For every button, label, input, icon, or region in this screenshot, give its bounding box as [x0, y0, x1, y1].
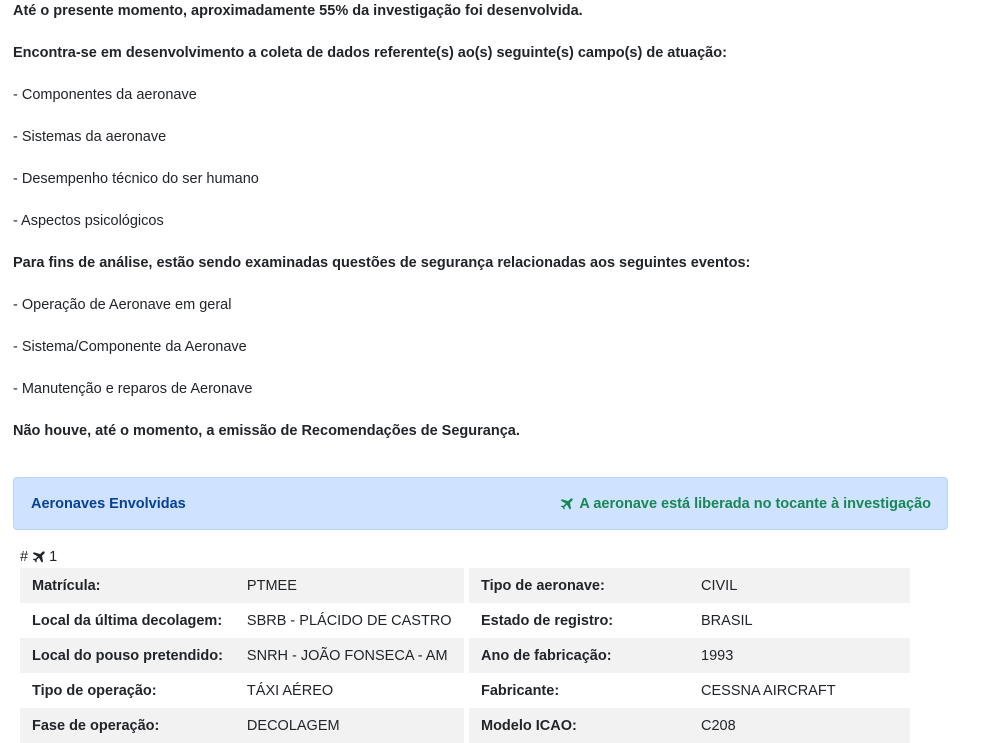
value: PTMEE — [235, 568, 464, 603]
value: CIVIL — [689, 568, 910, 603]
list-item: - Sistemas da aeronave — [13, 129, 167, 145]
table-row — [20, 603, 464, 638]
label: Matrícula: — [20, 568, 235, 603]
list-item: - Sistema/Componente da Aeronave — [13, 339, 247, 355]
label: Local da última decolagem: — [32, 612, 223, 629]
value: 1993 — [689, 638, 910, 673]
table-row — [469, 603, 910, 638]
value: CESSNA AIRCRAFT — [701, 682, 836, 699]
list-item: - Desempenho técnico do ser humano — [13, 171, 259, 187]
table-row — [20, 708, 464, 743]
label: Ano de fabricação: — [469, 638, 689, 673]
label: Tipo de aeronave: — [469, 568, 689, 603]
table-row — [469, 708, 910, 743]
table-row — [469, 673, 910, 708]
label: Tipo de operação: — [32, 682, 157, 699]
list-item: - Manutenção e reparos de Aeronave — [13, 381, 253, 397]
value: SBRB - PLÁCIDO DE CASTRO — [246, 612, 452, 629]
value: TÁXI AÉREO — [246, 682, 334, 699]
plane-icon — [32, 551, 45, 564]
table-row — [469, 568, 910, 603]
value: SNRH - JOÃO FONSECA - AM — [235, 638, 464, 673]
data-collection-heading: Encontra-se em desenvolvimento a coleta de dados referente(s) ao(s) seguinte(s) campo(s) de atuação: — [13, 45, 727, 61]
list-item: - Aspectos psicológicos — [13, 213, 164, 229]
value: DECOLAGEM — [235, 708, 464, 743]
label: Fase de operação: — [20, 708, 235, 743]
label: Estado de registro: — [481, 612, 614, 629]
table-row — [20, 638, 464, 673]
label: Fabricante: — [481, 682, 560, 699]
recommendations-text: Não houve, até o momento, a emissão de Recomendações de Segurança. — [13, 423, 520, 439]
safety-issues-heading: Para fins de análise, estão sendo examinadas questões de segurança relacionadas aos seguintes eventos: — [13, 255, 751, 271]
list-item: - Componentes da aeronave — [13, 87, 197, 103]
progress-text: Até o presente momento, aproximadamente 55% da investigação foi desenvolvida. — [13, 3, 583, 19]
aircraft-hash: # — [20, 549, 29, 565]
aircraft-panel-title: Aeronaves Envolvidas — [31, 496, 186, 512]
aircraft-header — [20, 549, 57, 565]
aircraft-details-right — [469, 568, 910, 743]
list-item: - Operação de Aeronave em geral — [13, 297, 232, 313]
label: Modelo ICAO: — [469, 708, 689, 743]
table-row — [20, 568, 464, 603]
table-row — [469, 638, 910, 673]
table-row — [20, 673, 464, 708]
plane-icon — [560, 498, 573, 511]
aircraft-status-text: A aeronave está liberada no tocante à investigação — [579, 496, 931, 512]
aircraft-details-left — [20, 568, 464, 743]
value: C208 — [689, 708, 910, 743]
aircraft-involved-panel — [13, 477, 948, 530]
aircraft-status — [560, 496, 931, 512]
label: Local do pouso pretendido: — [20, 638, 235, 673]
value: BRASIL — [701, 612, 753, 629]
aircraft-number: 1 — [49, 549, 58, 565]
